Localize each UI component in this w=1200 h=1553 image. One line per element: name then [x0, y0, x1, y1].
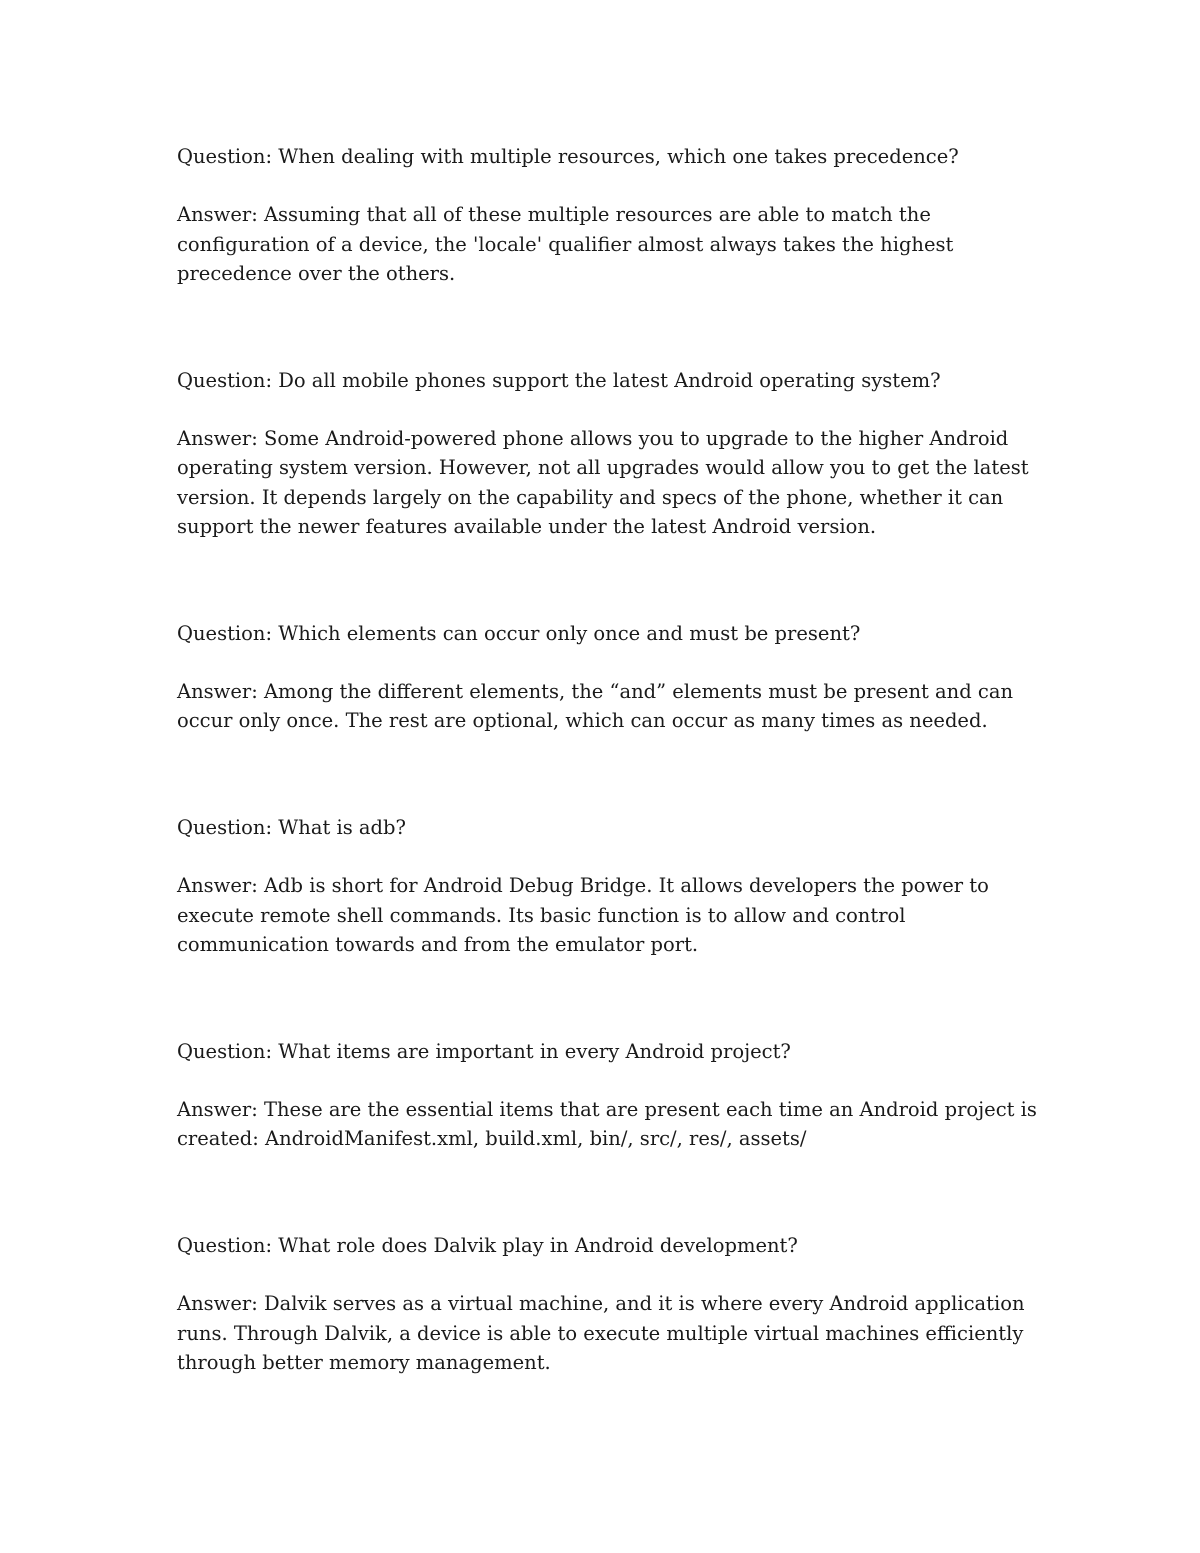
question-text: Question: Do all mobile phones support the latest Android operating system? [177, 368, 941, 392]
question-text: Question: What role does Dalvik play in Android development? [177, 1233, 798, 1257]
question-text: Question: When dealing with multiple resources, which one takes precedence? [177, 145, 959, 168]
question-text: Question: Which elements can occur only once and must be present? [177, 621, 861, 645]
qa-block-6 [177, 1231, 1037, 1378]
answer-text: Answer: Some Android-powered phone allows you to upgrade to the higher Android operating system version. However, not all upgrades would allow you to get the latest version. It depends largely on the capability and specs of the phone, whether it can support the newer features available under the latest Android version. [177, 427, 1029, 539]
question-text: Question: What is adb? [177, 815, 406, 839]
qa-block-5 [177, 1037, 1037, 1154]
qa-block-4 [177, 813, 1037, 960]
answer-text: Answer: Adb is short for Android Debug Bridge. It allows developers the power to execute remote shell commands. Its basic function is to allow and control communication towards and from the emulator port. [177, 874, 989, 957]
answer-text: Answer: Among the different elements, the “and” elements must be present and can occur only once. The rest are optional, which can occur as many times as needed. [177, 680, 1014, 733]
answer-text: Answer: These are the essential items that are present each time an Android project is created: AndroidManifest.xml, build.xml, bin/, src/, res/, assets/ [177, 1097, 1037, 1151]
document-body [177, 142, 1037, 1377]
qa-block-2 [177, 366, 1037, 542]
answer-text: Answer: Dalvik serves as a virtual machine, and it is where every Android application runs. Through Dalvik, a device is able to execute multiple virtual machines efficiently through better memory management. [177, 1292, 1025, 1374]
question-text: Question: What items are important in every Android project? [177, 1039, 791, 1063]
qa-block-3 [177, 619, 1037, 736]
qa-block-1 [177, 142, 1037, 289]
answer-text: Answer: Assuming that all of these multiple resources are able to match the configuration of a device, the 'locale' qualifier almost always takes the highest precedence over the others. [177, 203, 954, 286]
